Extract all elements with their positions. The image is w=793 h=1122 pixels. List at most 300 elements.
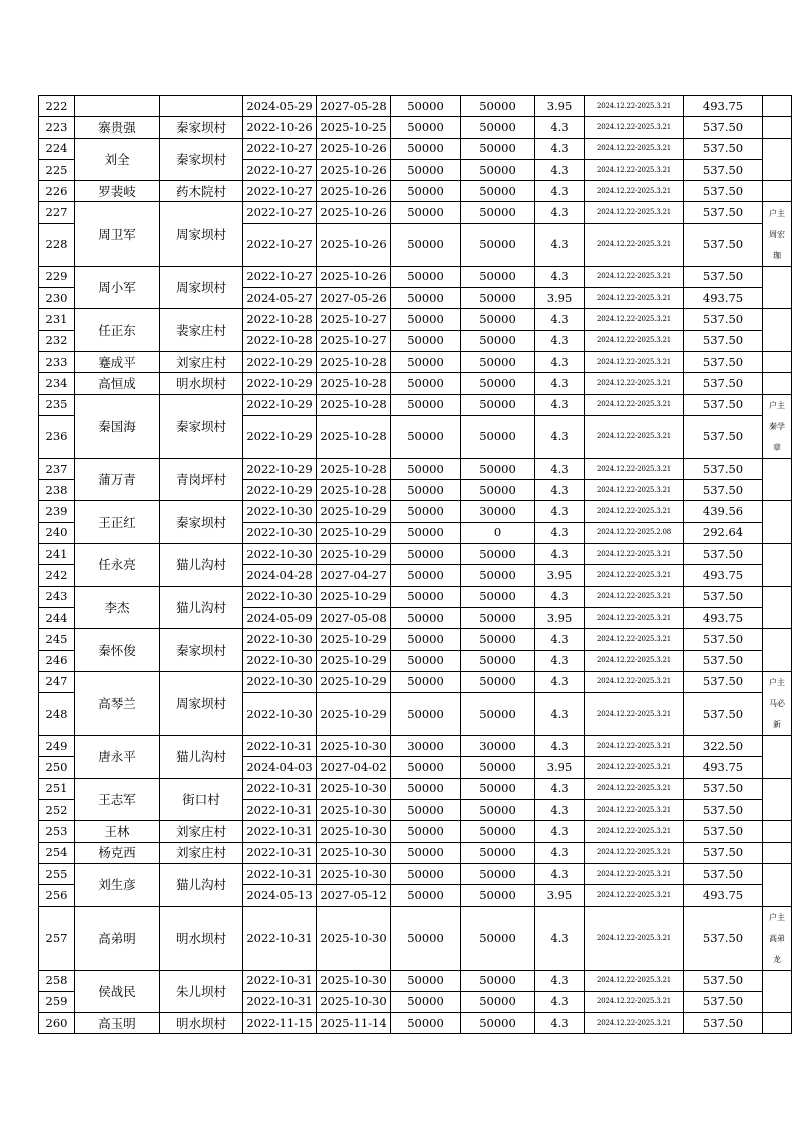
loan-amount-cell: 50000 [391, 480, 461, 501]
balance-cell: 50000 [461, 480, 535, 501]
rate-cell: 4.3 [535, 650, 585, 671]
interest-cell: 537.50 [684, 970, 763, 991]
interest-cell: 537.50 [684, 991, 763, 1012]
remark-line: 新 [773, 719, 781, 729]
start-date-cell: 2022-10-27 [243, 202, 317, 223]
loan-amount-cell: 50000 [391, 671, 461, 692]
balance-cell: 30000 [461, 736, 535, 757]
village-cell: 裴家庄村 [160, 309, 243, 352]
loan-amount-cell: 50000 [391, 586, 461, 607]
table-row [39, 394, 792, 415]
loan-amount-cell: 50000 [391, 181, 461, 202]
table-row [39, 266, 792, 287]
balance-cell: 50000 [461, 800, 535, 821]
loan-amount-cell: 50000 [391, 607, 461, 628]
row-number-cell: 249 [39, 736, 75, 757]
row-number-cell: 230 [39, 288, 75, 309]
loan-amount-cell: 50000 [391, 351, 461, 372]
end-date-cell: 2027-04-27 [317, 565, 391, 586]
balance-cell: 50000 [461, 117, 535, 138]
remark-cell [763, 138, 792, 181]
start-date-cell: 2022-10-29 [243, 415, 317, 458]
table-row [39, 906, 792, 970]
row-number-cell: 240 [39, 522, 75, 543]
balance-cell: 50000 [461, 373, 535, 394]
end-date-cell: 2025-10-30 [317, 906, 391, 970]
balance-cell: 50000 [461, 138, 535, 159]
interest-cell: 292.64 [684, 522, 763, 543]
table-row [39, 96, 792, 117]
rate-cell: 3.95 [535, 288, 585, 309]
balance-cell: 50000 [461, 757, 535, 778]
start-date-cell: 2022-10-30 [243, 650, 317, 671]
start-date-cell: 2022-10-31 [243, 736, 317, 757]
rate-cell: 4.3 [535, 906, 585, 970]
table-row [39, 821, 792, 842]
remark-cell [763, 736, 792, 779]
borrower-name-cell: 蒲万青 [75, 458, 160, 501]
loan-amount-cell: 50000 [391, 117, 461, 138]
loan-amount-cell: 50000 [391, 800, 461, 821]
borrower-name-cell: 高弟明 [75, 906, 160, 970]
row-number-cell: 227 [39, 202, 75, 223]
interest-period-cell: 2024.12.22-2025.3.21 [585, 842, 684, 863]
balance-cell: 50000 [461, 223, 535, 266]
balance-cell: 50000 [461, 693, 535, 736]
interest-period-cell: 2024.12.22-2025.3.21 [585, 351, 684, 372]
row-number-cell: 247 [39, 671, 75, 692]
loan-amount-cell: 50000 [391, 223, 461, 266]
interest-period-cell: 2024.12.22-2025.3.21 [585, 991, 684, 1012]
table-row [39, 117, 792, 138]
village-cell: 刘家庄村 [160, 842, 243, 863]
interest-period-cell: 2024.12.22-2025.3.21 [585, 778, 684, 799]
start-date-cell: 2022-10-31 [243, 906, 317, 970]
interest-period-cell: 2024.12.22-2025.3.21 [585, 117, 684, 138]
rate-cell: 4.3 [535, 693, 585, 736]
interest-cell: 493.75 [684, 96, 763, 117]
interest-period-cell: 2024.12.22-2025.3.21 [585, 373, 684, 394]
interest-cell: 537.50 [684, 586, 763, 607]
interest-cell: 537.50 [684, 650, 763, 671]
interest-cell: 493.75 [684, 288, 763, 309]
balance-cell: 50000 [461, 1013, 535, 1034]
row-number-cell: 259 [39, 991, 75, 1012]
end-date-cell: 2025-10-30 [317, 821, 391, 842]
interest-period-cell: 2024.12.22-2025.3.21 [585, 586, 684, 607]
interest-period-cell: 2024.12.22-2025.3.21 [585, 607, 684, 628]
end-date-cell: 2025-10-28 [317, 351, 391, 372]
loan-amount-cell: 50000 [391, 522, 461, 543]
interest-period-cell: 2024.12.22-2025.3.21 [585, 544, 684, 565]
rate-cell: 4.3 [535, 458, 585, 479]
loan-amount-cell: 50000 [391, 821, 461, 842]
borrower-name-cell: 王林 [75, 821, 160, 842]
start-date-cell: 2022-10-29 [243, 480, 317, 501]
interest-period-cell: 2024.12.22-2025.3.21 [585, 736, 684, 757]
borrower-name-cell: 寨贵强 [75, 117, 160, 138]
rate-cell: 3.95 [535, 885, 585, 906]
borrower-name-cell: 唐永平 [75, 736, 160, 779]
end-date-cell: 2025-10-26 [317, 138, 391, 159]
row-number-cell: 233 [39, 351, 75, 372]
rate-cell: 4.3 [535, 629, 585, 650]
balance-cell: 50000 [461, 991, 535, 1012]
start-date-cell: 2024-05-13 [243, 885, 317, 906]
loan-amount-cell: 50000 [391, 906, 461, 970]
rate-cell: 4.3 [535, 1013, 585, 1034]
interest-cell: 493.75 [684, 757, 763, 778]
rate-cell: 3.95 [535, 757, 585, 778]
loan-amount-cell: 50000 [391, 991, 461, 1012]
start-date-cell: 2022-10-27 [243, 266, 317, 287]
loan-amount-cell: 50000 [391, 650, 461, 671]
start-date-cell: 2022-10-29 [243, 458, 317, 479]
interest-period-cell: 2024.12.22-2025.3.21 [585, 309, 684, 330]
remark-line: 户主 [769, 400, 785, 410]
row-number-cell: 234 [39, 373, 75, 394]
interest-cell: 439.56 [684, 501, 763, 522]
interest-cell: 537.50 [684, 671, 763, 692]
balance-cell: 50000 [461, 671, 535, 692]
end-date-cell: 2025-10-30 [317, 863, 391, 884]
row-number-cell: 256 [39, 885, 75, 906]
borrower-name-cell: 杨克西 [75, 842, 160, 863]
table-row [39, 202, 792, 223]
village-cell: 猫儿沟村 [160, 544, 243, 587]
village-cell: 秦家坝村 [160, 138, 243, 181]
rate-cell: 4.3 [535, 821, 585, 842]
end-date-cell: 2025-10-29 [317, 501, 391, 522]
interest-cell: 537.50 [684, 330, 763, 351]
rate-cell: 4.3 [535, 501, 585, 522]
table-row [39, 970, 792, 991]
balance-cell: 50000 [461, 544, 535, 565]
end-date-cell: 2025-10-30 [317, 736, 391, 757]
remark-cell [763, 181, 792, 202]
row-number-cell: 260 [39, 1013, 75, 1034]
balance-cell: 50000 [461, 629, 535, 650]
interest-cell: 493.75 [684, 565, 763, 586]
table-row [39, 1013, 792, 1034]
interest-cell: 537.50 [684, 480, 763, 501]
interest-cell: 537.50 [684, 863, 763, 884]
rate-cell: 4.3 [535, 266, 585, 287]
balance-cell: 50000 [461, 586, 535, 607]
start-date-cell: 2022-10-26 [243, 117, 317, 138]
remark-line: 珈 [773, 250, 781, 260]
interest-cell: 537.50 [684, 693, 763, 736]
balance-cell: 50000 [461, 778, 535, 799]
loan-amount-cell: 50000 [391, 458, 461, 479]
start-date-cell: 2022-11-15 [243, 1013, 317, 1034]
row-number-cell: 223 [39, 117, 75, 138]
balance-cell: 50000 [461, 309, 535, 330]
village-cell: 明水坝村 [160, 1013, 243, 1034]
remark-cell [763, 821, 792, 842]
loan-amount-cell: 50000 [391, 757, 461, 778]
table-row [39, 629, 792, 650]
interest-period-cell: 2024.12.22-2025.3.21 [585, 96, 684, 117]
table-row [39, 736, 792, 757]
start-date-cell: 2022-10-27 [243, 138, 317, 159]
village-cell: 秦家坝村 [160, 501, 243, 544]
balance-cell: 50000 [461, 266, 535, 287]
borrower-name-cell: 侯战民 [75, 970, 160, 1013]
village-cell [160, 96, 243, 117]
end-date-cell: 2025-10-29 [317, 629, 391, 650]
interest-period-cell: 2024.12.22-2025.3.21 [585, 757, 684, 778]
rate-cell: 4.3 [535, 181, 585, 202]
interest-period-cell: 2024.12.22-2025.3.21 [585, 330, 684, 351]
interest-cell: 537.50 [684, 394, 763, 415]
row-number-cell: 248 [39, 693, 75, 736]
remark-line: 户主 [769, 677, 785, 687]
remark-line: 周宏 [769, 229, 785, 239]
start-date-cell: 2022-10-31 [243, 842, 317, 863]
interest-period-cell: 2024.12.22-2025.3.21 [585, 394, 684, 415]
end-date-cell: 2025-10-28 [317, 394, 391, 415]
interest-cell: 537.50 [684, 1013, 763, 1034]
remark-cell [763, 351, 792, 372]
table-row [39, 586, 792, 607]
loan-amount-cell: 50000 [391, 96, 461, 117]
village-cell: 周家坝村 [160, 266, 243, 309]
interest-period-cell: 2024.12.22-2025.3.21 [585, 1013, 684, 1034]
borrower-name-cell: 王正红 [75, 501, 160, 544]
row-number-cell: 231 [39, 309, 75, 330]
interest-period-cell: 2024.12.22-2025.3.21 [585, 800, 684, 821]
start-date-cell: 2024-04-03 [243, 757, 317, 778]
row-number-cell: 258 [39, 970, 75, 991]
balance-cell: 50000 [461, 650, 535, 671]
end-date-cell: 2027-05-08 [317, 607, 391, 628]
interest-period-cell: 2024.12.22-2025.3.21 [585, 202, 684, 223]
table-row [39, 309, 792, 330]
remark-line: 户主 [769, 912, 785, 922]
row-number-cell: 251 [39, 778, 75, 799]
borrower-name-cell: 秦怀俊 [75, 629, 160, 672]
village-cell: 明水坝村 [160, 906, 243, 970]
interest-period-cell: 2024.12.22-2025.3.21 [585, 650, 684, 671]
start-date-cell: 2022-10-30 [243, 501, 317, 522]
interest-period-cell: 2024.12.22-2025.3.21 [585, 565, 684, 586]
row-number-cell: 226 [39, 181, 75, 202]
interest-period-cell: 2024.12.22-2025.3.21 [585, 138, 684, 159]
interest-period-cell: 2024.12.22-2025.3.21 [585, 266, 684, 287]
interest-cell: 537.50 [684, 629, 763, 650]
village-cell: 刘家庄村 [160, 351, 243, 372]
rate-cell: 3.95 [535, 96, 585, 117]
row-number-cell: 228 [39, 223, 75, 266]
interest-period-cell: 2024.12.22-2025.3.21 [585, 501, 684, 522]
start-date-cell: 2024-05-09 [243, 607, 317, 628]
loan-amount-cell: 30000 [391, 736, 461, 757]
row-number-cell: 254 [39, 842, 75, 863]
start-date-cell: 2022-10-29 [243, 394, 317, 415]
balance-cell: 50000 [461, 288, 535, 309]
row-number-cell: 232 [39, 330, 75, 351]
rate-cell: 4.3 [535, 480, 585, 501]
balance-cell: 50000 [461, 159, 535, 180]
borrower-name-cell: 秦国海 [75, 394, 160, 458]
interest-period-cell: 2024.12.22-2025.3.21 [585, 821, 684, 842]
rate-cell: 3.95 [535, 607, 585, 628]
row-number-cell: 252 [39, 800, 75, 821]
end-date-cell: 2025-10-28 [317, 373, 391, 394]
rate-cell: 4.3 [535, 330, 585, 351]
interest-period-cell: 2024.12.22-2025.3.21 [585, 288, 684, 309]
village-cell: 秦家坝村 [160, 117, 243, 138]
village-cell: 秦家坝村 [160, 629, 243, 672]
borrower-name-cell: 任永亮 [75, 544, 160, 587]
end-date-cell: 2025-10-28 [317, 480, 391, 501]
village-cell: 青岗坪村 [160, 458, 243, 501]
row-number-cell: 229 [39, 266, 75, 287]
end-date-cell: 2025-11-14 [317, 1013, 391, 1034]
borrower-name-cell: 高琴兰 [75, 671, 160, 735]
remark-cell [763, 842, 792, 863]
remark-line: 章 [773, 442, 781, 452]
interest-period-cell: 2024.12.22-2025.3.21 [585, 671, 684, 692]
rate-cell: 4.3 [535, 970, 585, 991]
end-date-cell: 2025-10-25 [317, 117, 391, 138]
loan-amount-cell: 50000 [391, 159, 461, 180]
balance-cell: 50000 [461, 906, 535, 970]
loan-amount-cell: 50000 [391, 544, 461, 565]
start-date-cell: 2022-10-31 [243, 991, 317, 1012]
balance-cell: 50000 [461, 821, 535, 842]
end-date-cell: 2025-10-28 [317, 458, 391, 479]
village-cell: 街口村 [160, 778, 243, 821]
balance-cell: 30000 [461, 501, 535, 522]
interest-cell: 537.50 [684, 181, 763, 202]
balance-cell: 50000 [461, 607, 535, 628]
start-date-cell: 2022-10-29 [243, 373, 317, 394]
end-date-cell: 2025-10-26 [317, 202, 391, 223]
rate-cell: 3.95 [535, 565, 585, 586]
table-row [39, 351, 792, 372]
start-date-cell: 2022-10-31 [243, 800, 317, 821]
row-number-cell: 242 [39, 565, 75, 586]
remark-cell [763, 629, 792, 672]
row-number-cell: 239 [39, 501, 75, 522]
borrower-name-cell: 周卫军 [75, 202, 160, 266]
row-number-cell: 246 [39, 650, 75, 671]
rate-cell: 4.3 [535, 394, 585, 415]
loan-amount-cell: 50000 [391, 415, 461, 458]
balance-cell: 50000 [461, 458, 535, 479]
interest-period-cell: 2024.12.22-2025.3.21 [585, 693, 684, 736]
row-number-cell: 250 [39, 757, 75, 778]
loan-amount-cell: 50000 [391, 565, 461, 586]
row-number-cell: 241 [39, 544, 75, 565]
end-date-cell: 2025-10-29 [317, 693, 391, 736]
remark-cell [763, 96, 792, 117]
end-date-cell: 2027-05-28 [317, 96, 391, 117]
village-cell: 朱儿坝村 [160, 970, 243, 1013]
remark-cell [763, 309, 792, 352]
row-number-cell: 244 [39, 607, 75, 628]
rate-cell: 4.3 [535, 991, 585, 1012]
village-cell: 药木院村 [160, 181, 243, 202]
row-number-cell: 257 [39, 906, 75, 970]
borrower-name-cell: 任正东 [75, 309, 160, 352]
start-date-cell: 2022-10-30 [243, 544, 317, 565]
end-date-cell: 2025-10-30 [317, 970, 391, 991]
interest-cell: 537.50 [684, 159, 763, 180]
end-date-cell: 2027-05-26 [317, 288, 391, 309]
loan-amount-cell: 50000 [391, 501, 461, 522]
start-date-cell: 2022-10-31 [243, 970, 317, 991]
row-number-cell: 224 [39, 138, 75, 159]
borrower-name-cell: 蹇成平 [75, 351, 160, 372]
interest-period-cell: 2024.12.22-2025.3.21 [585, 458, 684, 479]
loan-amount-cell: 50000 [391, 842, 461, 863]
start-date-cell: 2022-10-27 [243, 223, 317, 266]
start-date-cell: 2022-10-30 [243, 586, 317, 607]
start-date-cell: 2022-10-27 [243, 159, 317, 180]
end-date-cell: 2027-04-02 [317, 757, 391, 778]
row-number-cell: 235 [39, 394, 75, 415]
start-date-cell: 2022-10-30 [243, 629, 317, 650]
start-date-cell: 2022-10-31 [243, 863, 317, 884]
end-date-cell: 2025-10-29 [317, 544, 391, 565]
village-cell: 周家坝村 [160, 671, 243, 735]
rate-cell: 4.3 [535, 544, 585, 565]
borrower-name-cell: 罗裴岐 [75, 181, 160, 202]
table-row [39, 501, 792, 522]
row-number-cell: 222 [39, 96, 75, 117]
end-date-cell: 2025-10-26 [317, 266, 391, 287]
interest-cell: 537.50 [684, 138, 763, 159]
start-date-cell: 2022-10-28 [243, 309, 317, 330]
loan-amount-cell: 50000 [391, 138, 461, 159]
village-cell: 秦家坝村 [160, 394, 243, 458]
borrower-name-cell: 刘全 [75, 138, 160, 181]
interest-period-cell: 2024.12.22-2025.3.21 [585, 159, 684, 180]
start-date-cell: 2022-10-31 [243, 778, 317, 799]
remark-cell [763, 202, 792, 266]
interest-period-cell: 2024.12.22-2025.3.21 [585, 629, 684, 650]
balance-cell: 50000 [461, 863, 535, 884]
loan-amount-cell: 50000 [391, 330, 461, 351]
borrower-name-cell: 王志军 [75, 778, 160, 821]
remark-cell [763, 373, 792, 394]
borrower-name-cell: 高恒成 [75, 373, 160, 394]
row-number-cell: 245 [39, 629, 75, 650]
row-number-cell: 243 [39, 586, 75, 607]
start-date-cell: 2022-10-27 [243, 181, 317, 202]
loan-amount-cell: 50000 [391, 629, 461, 650]
remark-cell [763, 863, 792, 906]
end-date-cell: 2025-10-30 [317, 800, 391, 821]
borrower-name-cell: 高玉明 [75, 1013, 160, 1034]
loan-amount-cell: 50000 [391, 970, 461, 991]
rate-cell: 4.3 [535, 671, 585, 692]
village-cell: 明水坝村 [160, 373, 243, 394]
interest-period-cell: 2024.12.22-2025.3.21 [585, 181, 684, 202]
rate-cell: 4.3 [535, 778, 585, 799]
rate-cell: 4.3 [535, 415, 585, 458]
remark-cell [763, 394, 792, 458]
start-date-cell: 2022-10-30 [243, 693, 317, 736]
end-date-cell: 2025-10-29 [317, 586, 391, 607]
table-row [39, 863, 792, 884]
row-number-cell: 236 [39, 415, 75, 458]
start-date-cell: 2022-10-30 [243, 671, 317, 692]
interest-cell: 537.50 [684, 544, 763, 565]
